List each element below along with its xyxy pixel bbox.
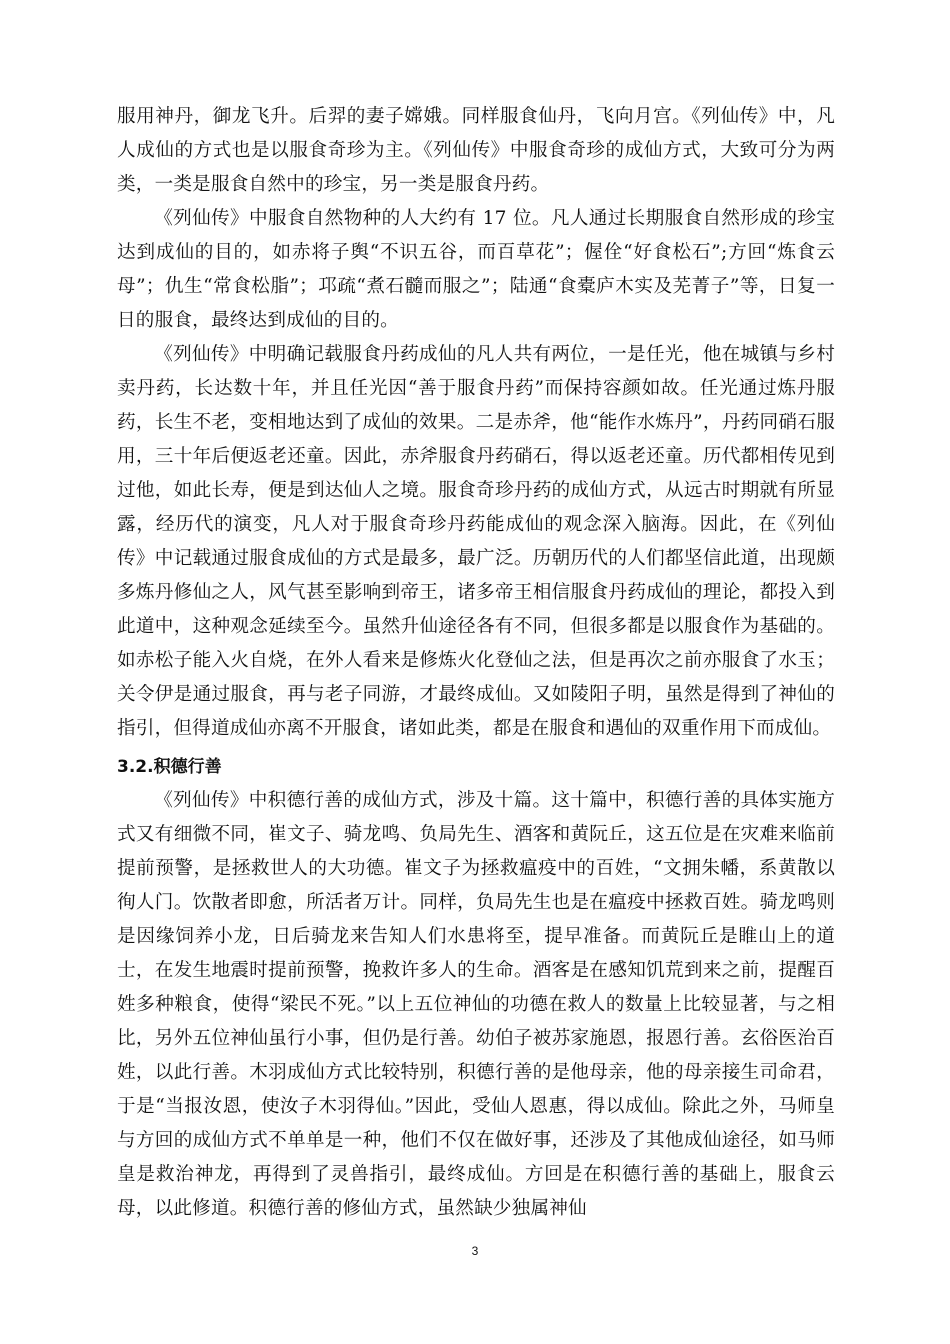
document-page <box>117 100 835 1226</box>
section-paragraph: 《列仙传》中积德行善的成仙方式，涉及十篇。这十篇中，积德行善的具体实施方式又有细微不同，崔文子、骑龙鸣、负局先生、酒客和黄阮丘，这五位是在灾难来临前提前预警，是拯救世人的大功德。崔文子为拯救瘟疫中的百姓，“文拥朱幡，系黄散以徇人门。饮散者即愈，所活者万计。同样，负局先生也是在瘟疫中拯救百姓。骑龙鸣则是因缘饲养小龙，日后骑龙来告知人们水患将至，提早准备。而黄阮丘是睢山上的道士，在发生地震时提前预警，挽救许多人的生命。酒客是在感知饥荒到来之前，提醒百姓多种粮食，使得“梁民不死。”以上五位神仙的功德在救人的数量上比较显著，与之相比，另外五位神仙虽行小事，但仍是行善。幼伯子被苏家施恩，报恩行善。玄俗医治百姓，以此行善。木羽成仙方式比较特别，积德行善的是他母亲，他的母亲接生司命君，于是“当报汝恩，使汝子木羽得仙。”因此，受仙人恩惠，得以成仙。除此之外，马师皇与方回的成仙方式不单单是一种，他们不仅在做好事，还涉及了其他成仙途径，如马师皇是救治神龙，再得到了灵兽指引，最终成仙。方回是在积德行善的基础上，服食云母，以此修道。积德行善的修仙方式，虽然缺少独属神仙 <box>117 790 835 1219</box>
body-paragraph-3: 《列仙传》中明确记载服食丹药成仙的凡人共有两位，一是任光，他在城镇与乡村卖丹药，长达数十年，并且任光因“善于服食丹药”而保持容颜如故。任光通过炼丹服药，长生不老，变相地达到了成仙的效果。二是赤斧，他“能作水炼丹”，丹药同硝石服用，三十年后便返老还童。因此，赤斧服食丹药硝石，得以返老还童。历代都相传见到过他，如此长寿，便是到达仙人之境。服食奇珍丹药的成仙方式，从远古时期就有所显露，经历代的演变，凡人对于服食奇珍丹药能成仙的观念深入脑海。因此，在《列仙传》中记载通过服食成仙的方式是最多，最广泛。历朝历代的人们都坚信此道，出现颇多炼丹修仙之人，风气甚至影响到帝王，诸多帝王相信服食丹药成仙的理论，都投入到此道中，这种观念延续至今。虽然升仙途径各有不同，但很多都是以服食作为基础的。如赤松子能入火自烧，在外人看来是修炼火化登仙之法，但是再次之前亦服食了水玉；关令伊是通过服食，再与老子同游，才最终成仙。又如陵阳子明，虽然是得到了神仙的指引，但得道成仙亦离不开服食，诸如此类，都是在服食和遇仙的双重作用下而成仙。 <box>117 344 835 739</box>
body-paragraph-2: 《列仙传》中服食自然物种的人大约有 17 位。凡人通过长期服食自然形成的珍宝达到成仙的目的，如赤将子舆“不识五谷，而百草花”；偓佺“好食松石”;方回“炼食云母”；仇生“常食松脂”；邛疏“煮石髓而服之”；陆通“食橐庐木实及芜菁子”等，日复一日的服食，最终达到成仙的目的。 <box>117 208 835 331</box>
section-heading: 3.2.积德行善 <box>117 757 222 777</box>
page-number: 3 <box>471 1244 479 1258</box>
body-paragraph-1: 服用神丹，御龙飞升。后羿的妻子嫦娥。同样服食仙丹，飞向月宫。《列仙传》中，凡人成仙的方式也是以服食奇珍为主。《列仙传》中服食奇珍的成仙方式，大致可分为两类，一类是服食自然中的珍宝，另一类是服食丹药。 <box>117 106 835 195</box>
